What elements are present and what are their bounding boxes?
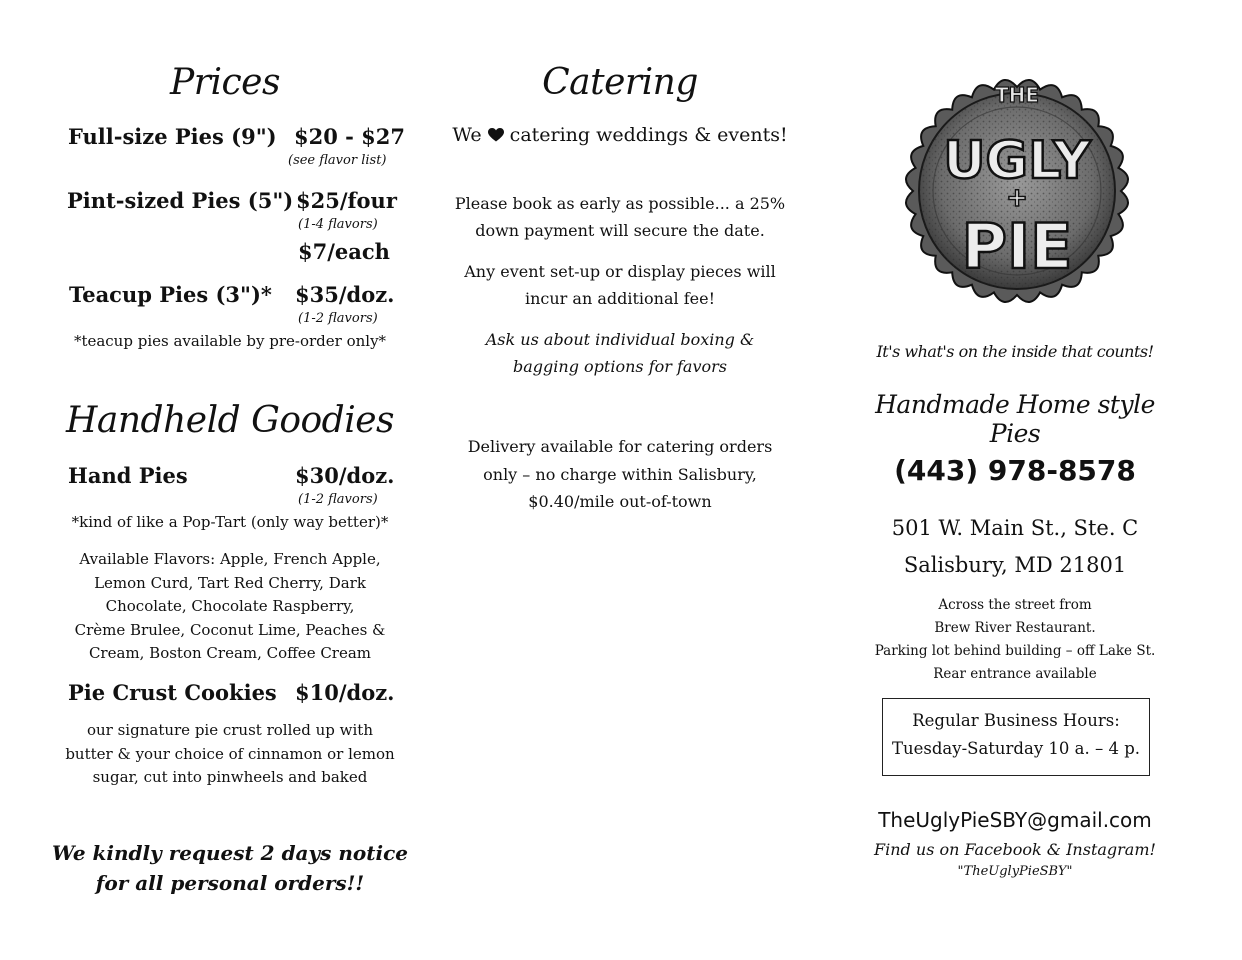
address	[860, 510, 1170, 584]
tagline-start: We	[452, 124, 482, 146]
handheld-title: Handheld Goodies	[65, 400, 395, 441]
fee-line: Any event set-up or display pieces will	[464, 262, 776, 281]
logo-plus: +	[1006, 183, 1028, 213]
pint-sized-pies-name: Pint-sized Pies (5")	[67, 188, 294, 213]
directions-line: Parking lot behind building – off Lake St.	[874, 643, 1156, 659]
social-handle: "TheUglyPieSBY"	[957, 864, 1073, 879]
hand-pies-footnote: *kind of like a Pop-Tart (only way better)*	[71, 513, 389, 531]
social-text: Find us on Facebook & Instagram!	[874, 840, 1156, 859]
fee-line: incur an additional fee!	[524, 289, 715, 308]
teacup-pies-note: (1-2 flavors)	[298, 311, 378, 326]
hand-pies-name: Hand Pies	[68, 463, 188, 488]
address-line-1: 501 W. Main St., Ste. C	[891, 516, 1139, 540]
available-flavors	[40, 548, 420, 666]
directions-line: Brew River Restaurant.	[934, 620, 1096, 636]
delivery-line: only – no charge within Salisbury,	[483, 464, 757, 484]
handmade-tagline: Handmade Home style Pies	[875, 390, 1155, 448]
booking-line: Please book as early as possible... a 25%	[454, 194, 786, 213]
business-hours-box	[882, 698, 1150, 776]
cookies-desc-line: our signature pie crust rolled up with	[86, 721, 373, 739]
catering-title: Catering	[542, 62, 698, 103]
email-link[interactable]: TheUglyPieSBY@gmail.com	[878, 808, 1152, 832]
notice-line: for all personal orders!!	[95, 871, 365, 895]
booking-line: down payment will secure the date.	[475, 221, 765, 240]
boxing-line: Ask us about individual boxing &	[485, 330, 755, 349]
phone-number: (443) 978-8578	[894, 454, 1136, 487]
pint-sized-pies-each-price: $7/each	[298, 239, 390, 264]
flavors-line: Crème Brulee, Coconut Lime, Peaches &	[74, 620, 386, 639]
order-notice	[30, 838, 430, 898]
cookies-desc-line: butter & your choice of cinnamon or lemon	[65, 744, 395, 763]
directions	[850, 594, 1180, 686]
hand-pies-note: (1-2 flavors)	[298, 492, 378, 507]
teacup-pies-name: Teacup Pies (3")*	[69, 282, 272, 307]
pint-sized-pies-note: (1-4 flavors)	[298, 217, 378, 232]
delivery-line: $0.40/mile out-of-town	[528, 492, 712, 511]
full-size-pies-note: (see flavor list)	[288, 153, 387, 168]
logo-pie: PIE	[961, 210, 1073, 283]
logo-ugly: UGLY	[943, 131, 1091, 191]
delivery-line: Delivery available for catering orders	[467, 437, 773, 456]
fee-text	[420, 258, 820, 312]
flavors-line: Available Flavors: Apple, French Apple,	[79, 550, 381, 568]
pie-crust-cookies-name: Pie Crust Cookies	[68, 680, 277, 705]
flavors-line: Chocolate, Chocolate Raspberry,	[105, 597, 355, 615]
flavors-line: Cream, Boston Cream, Coffee Cream	[88, 644, 372, 662]
pie-crust-cookies-price: $10/doz.	[295, 680, 395, 705]
hours-label: Regular Business Hours:	[912, 711, 1120, 730]
directions-line: Rear entrance available	[933, 666, 1097, 682]
booking-text	[420, 190, 820, 244]
teacup-footnote: *teacup pies available by pre-order only*	[73, 332, 387, 350]
tagline-end: catering weddings & events!	[509, 124, 788, 146]
slogan: It's what's on the inside that counts!	[876, 342, 1154, 361]
hours-value: Tuesday-Saturday 10 a. – 4 p.	[891, 739, 1141, 758]
directions-line: Across the street from	[938, 597, 1092, 613]
cookies-description	[40, 719, 420, 790]
catering-tagline	[430, 124, 810, 146]
prices-title: Prices	[170, 62, 280, 103]
logo-the: THE	[994, 83, 1040, 107]
heart-icon	[488, 128, 504, 142]
flavors-line: Lemon Curd, Tart Red Cherry, Dark	[94, 573, 366, 592]
hand-pies-price: $30/doz.	[295, 463, 395, 488]
notice-line: We kindly request 2 days notice	[52, 841, 408, 865]
full-size-pies-price: $20 - $27	[294, 124, 406, 149]
teacup-pies-price: $35/doz.	[295, 282, 395, 307]
boxing-line: bagging options for favors	[513, 357, 727, 376]
cookies-desc-line: sugar, cut into pinwheels and baked	[92, 768, 368, 786]
delivery-text	[420, 433, 820, 516]
ugly-pie-logo	[886, 60, 1148, 322]
pint-sized-pies-price: $25/four	[296, 188, 397, 213]
boxing-text	[420, 326, 820, 380]
address-line-2: Salisbury, MD 21801	[903, 553, 1127, 577]
full-size-pies-name: Full-size Pies (9")	[68, 124, 277, 149]
